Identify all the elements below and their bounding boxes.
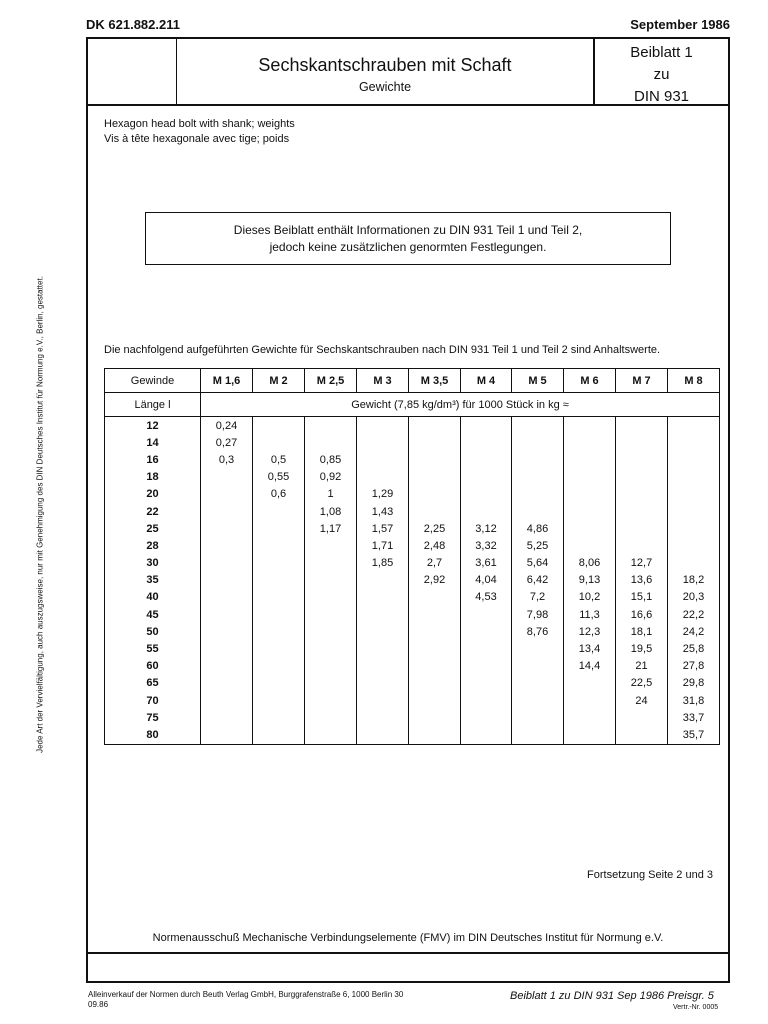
weight-cell xyxy=(357,726,409,744)
weight-cell xyxy=(461,503,512,520)
weight-cell: 1,85 xyxy=(357,555,409,572)
weight-cell xyxy=(616,726,668,744)
weight-cell: 16,6 xyxy=(616,606,668,623)
weight-cell: 9,13 xyxy=(564,572,616,589)
dk-number: DK 621.882.211 xyxy=(86,17,180,32)
weight-cell xyxy=(512,417,564,435)
document-reference: Beiblatt 1 zu DIN 931 Sep 1986 Preisgr. 5 xyxy=(510,990,714,1002)
weight-cell xyxy=(616,434,668,451)
weight-cell xyxy=(253,503,305,520)
length-cell: 20 xyxy=(105,486,201,503)
publication-date: September 1986 xyxy=(630,17,730,32)
weight-cell xyxy=(305,589,357,606)
weight-cell xyxy=(305,640,357,657)
table-row xyxy=(105,658,720,675)
weight-cell xyxy=(253,589,305,606)
weight-cell: 31,8 xyxy=(668,692,720,709)
length-cell: 25 xyxy=(105,520,201,537)
weight-cell xyxy=(512,486,564,503)
weight-cell xyxy=(512,709,564,726)
weight-cell: 1,71 xyxy=(357,537,409,554)
weight-cell xyxy=(305,623,357,640)
weight-cell: 21 xyxy=(616,658,668,675)
table-row xyxy=(105,640,720,657)
thread-header-row xyxy=(105,369,720,393)
weight-cell xyxy=(409,606,461,623)
weight-cell xyxy=(512,503,564,520)
weight-cell: 29,8 xyxy=(668,675,720,692)
length-cell: 75 xyxy=(105,709,201,726)
thread-header: M 2 xyxy=(253,369,305,393)
length-cell: 65 xyxy=(105,675,201,692)
weight-cell xyxy=(512,658,564,675)
weight-cell: 10,2 xyxy=(564,589,616,606)
weight-cell: 4,53 xyxy=(461,589,512,606)
table-row xyxy=(105,451,720,468)
weight-cell xyxy=(305,537,357,554)
weight-cell xyxy=(253,640,305,657)
document-subtitle: Gewichte xyxy=(358,80,412,94)
weight-cell: 0,5 xyxy=(253,451,305,468)
weight-cell xyxy=(616,469,668,486)
weight-cell xyxy=(461,486,512,503)
weight-cell xyxy=(409,469,461,486)
thread-header: M 3,5 xyxy=(409,369,461,393)
table-row xyxy=(105,503,720,520)
weight-cell xyxy=(512,675,564,692)
length-cell: 35 xyxy=(105,572,201,589)
table-row xyxy=(105,606,720,623)
weight-cell: 35,7 xyxy=(668,726,720,744)
thread-header: M 8 xyxy=(668,369,720,393)
weight-cell xyxy=(253,606,305,623)
weight-cell: 14,4 xyxy=(564,658,616,675)
weight-cell xyxy=(512,451,564,468)
weight-cell xyxy=(461,726,512,744)
weight-cell xyxy=(253,658,305,675)
weight-cell: 13,6 xyxy=(616,572,668,589)
publisher-note xyxy=(88,990,403,1010)
weight-cell xyxy=(357,417,409,435)
thread-header: M 6 xyxy=(564,369,616,393)
weight-cell xyxy=(461,623,512,640)
length-cell: 40 xyxy=(105,589,201,606)
weight-cell: 8,76 xyxy=(512,623,564,640)
weight-cell xyxy=(512,640,564,657)
intro-text: Die nachfolgend aufgeführten Gewichte für Sechskantschrauben nach DIN 931 Teil 1 und Teil 2 sind Anhaltswerte. xyxy=(104,344,661,356)
weight-cell xyxy=(409,486,461,503)
weight-cell: 2,92 xyxy=(409,572,461,589)
weight-cell xyxy=(253,726,305,744)
unit-header-row xyxy=(105,393,720,417)
weight-cell xyxy=(201,658,253,675)
weight-cell: 0,55 xyxy=(253,469,305,486)
weight-cell xyxy=(357,589,409,606)
weight-unit-header: Gewicht (7,85 kg/dm³) für 1000 Stück in kg ≈ xyxy=(201,393,720,417)
weight-cell xyxy=(357,675,409,692)
length-cell: 22 xyxy=(105,503,201,520)
weight-cell xyxy=(201,520,253,537)
weight-cell: 0,92 xyxy=(305,469,357,486)
weight-cell xyxy=(201,469,253,486)
weight-cell xyxy=(461,692,512,709)
weight-cell xyxy=(409,503,461,520)
weight-cell xyxy=(461,709,512,726)
sales-line: Alleinverkauf der Normen durch Beuth Verlag GmbH, Burggrafenstraße 6, 1000 Berlin 30 xyxy=(88,990,404,999)
weight-cell xyxy=(357,640,409,657)
length-cell: 28 xyxy=(105,537,201,554)
weight-cell: 2,7 xyxy=(409,555,461,572)
weight-cell xyxy=(201,640,253,657)
weight-cell xyxy=(357,469,409,486)
weight-cell xyxy=(564,469,616,486)
gewinde-header: Gewinde xyxy=(105,369,201,393)
table-row xyxy=(105,675,720,692)
weight-cell xyxy=(253,537,305,554)
weight-cell xyxy=(616,417,668,435)
weight-cell xyxy=(253,692,305,709)
table-row xyxy=(105,623,720,640)
table-row xyxy=(105,520,720,537)
thread-header: M 5 xyxy=(512,369,564,393)
notice-line-1: Dieses Beiblatt enthält Informationen zu DIN 931 Teil 1 und Teil 2, xyxy=(233,223,583,237)
weight-cell xyxy=(564,709,616,726)
weight-cell xyxy=(201,709,253,726)
weight-cell xyxy=(461,469,512,486)
weight-cell: 0,27 xyxy=(201,434,253,451)
weight-cell xyxy=(201,486,253,503)
weight-cell xyxy=(357,434,409,451)
weight-cell xyxy=(564,417,616,435)
length-cell: 80 xyxy=(105,726,201,744)
weight-cell xyxy=(461,675,512,692)
committee-line: Normenausschuß Mechanische Verbindungselemente (FMV) im DIN Deutsches Institut für Normung e.V. xyxy=(152,932,664,944)
weight-cell: 1,43 xyxy=(357,503,409,520)
weight-cell xyxy=(201,537,253,554)
weight-cell xyxy=(357,658,409,675)
length-cell: 14 xyxy=(105,434,201,451)
weight-cell xyxy=(409,623,461,640)
beiblatt-line-3: DIN 931 xyxy=(633,88,690,105)
weight-cell xyxy=(253,675,305,692)
weight-cell: 6,42 xyxy=(512,572,564,589)
weight-cell xyxy=(564,675,616,692)
document-title: Sechskantschrauben mit Schaft xyxy=(258,55,512,75)
weight-cell xyxy=(253,555,305,572)
weight-cell xyxy=(305,417,357,435)
notice-box xyxy=(145,212,671,265)
weight-cell: 8,06 xyxy=(564,555,616,572)
length-cell: 50 xyxy=(105,623,201,640)
weight-cell xyxy=(357,623,409,640)
length-cell: 70 xyxy=(105,692,201,709)
weight-cell xyxy=(461,606,512,623)
notice-line-2: jedoch keine zusätzlichen genormten Festlegungen. xyxy=(269,240,547,254)
footer-divider xyxy=(88,952,728,954)
weight-cell xyxy=(564,692,616,709)
weight-cell xyxy=(461,434,512,451)
weight-cell: 12,3 xyxy=(564,623,616,640)
weight-cell: 5,25 xyxy=(512,537,564,554)
weight-cell xyxy=(253,434,305,451)
length-cell: 55 xyxy=(105,640,201,657)
weight-cell: 1 xyxy=(305,486,357,503)
weight-cell xyxy=(461,658,512,675)
weight-cell xyxy=(616,709,668,726)
weight-cell xyxy=(668,486,720,503)
weight-cell: 7,2 xyxy=(512,589,564,606)
weight-cell xyxy=(409,658,461,675)
weight-cell xyxy=(201,726,253,744)
weight-cell: 1,29 xyxy=(357,486,409,503)
thread-header: M 2,5 xyxy=(305,369,357,393)
weight-cell xyxy=(253,709,305,726)
weight-cell xyxy=(253,417,305,435)
weight-cell xyxy=(409,451,461,468)
table-row xyxy=(105,434,720,451)
weight-cell: 0,3 xyxy=(201,451,253,468)
weight-cell xyxy=(253,572,305,589)
weight-cell xyxy=(616,537,668,554)
weight-cell xyxy=(409,640,461,657)
weight-cell xyxy=(357,692,409,709)
weights-table xyxy=(104,368,720,745)
weight-cell: 5,64 xyxy=(512,555,564,572)
weight-cell xyxy=(512,434,564,451)
weight-cell: 15,1 xyxy=(616,589,668,606)
weight-cell: 2,25 xyxy=(409,520,461,537)
weight-cell xyxy=(253,520,305,537)
table-row xyxy=(105,537,720,554)
weight-cell xyxy=(616,486,668,503)
weight-cell: 25,8 xyxy=(668,640,720,657)
weight-cell xyxy=(461,451,512,468)
weight-cell: 3,61 xyxy=(461,555,512,572)
weight-cell xyxy=(668,434,720,451)
weight-cell xyxy=(616,503,668,520)
weight-cell: 24,2 xyxy=(668,623,720,640)
weight-cell xyxy=(564,503,616,520)
table-row xyxy=(105,709,720,726)
weight-cell: 12,7 xyxy=(616,555,668,572)
header-left-box xyxy=(88,39,177,105)
thread-header: M 7 xyxy=(616,369,668,393)
weight-cell xyxy=(564,486,616,503)
weight-cell xyxy=(305,658,357,675)
weight-cell xyxy=(201,589,253,606)
table-row xyxy=(105,726,720,744)
weight-cell xyxy=(668,555,720,572)
weight-cell: 22,2 xyxy=(668,606,720,623)
continuation-note: Fortsetzung Seite 2 und 3 xyxy=(587,869,713,881)
edition-code: 09.86 xyxy=(88,1000,109,1009)
weight-cell: 1,17 xyxy=(305,520,357,537)
length-cell: 12 xyxy=(105,417,201,435)
weight-cell xyxy=(564,726,616,744)
weight-cell xyxy=(616,451,668,468)
weight-cell: 19,5 xyxy=(616,640,668,657)
weight-cell xyxy=(668,520,720,537)
weight-cell: 11,3 xyxy=(564,606,616,623)
thread-header: M 1,6 xyxy=(201,369,253,393)
length-cell: 30 xyxy=(105,555,201,572)
length-cell: 60 xyxy=(105,658,201,675)
weight-cell xyxy=(409,709,461,726)
weight-cell: 24 xyxy=(616,692,668,709)
weight-cell: 3,32 xyxy=(461,537,512,554)
english-title: Hexagon head bolt with shank; weights xyxy=(104,118,295,130)
weight-cell xyxy=(564,537,616,554)
weight-cell: 1,08 xyxy=(305,503,357,520)
table-row xyxy=(105,417,720,435)
table-row xyxy=(105,469,720,486)
table-row xyxy=(105,589,720,606)
weight-cell xyxy=(409,675,461,692)
thread-header: M 3 xyxy=(357,369,409,393)
weight-cell: 4,04 xyxy=(461,572,512,589)
beiblatt-line-1: Beiblatt 1 xyxy=(630,44,693,61)
weight-cell xyxy=(253,623,305,640)
weight-cell xyxy=(305,606,357,623)
weight-cell: 13,4 xyxy=(564,640,616,657)
laenge-header: Länge l xyxy=(105,393,201,417)
weight-cell xyxy=(409,417,461,435)
weight-cell: 20,3 xyxy=(668,589,720,606)
header-divider xyxy=(88,104,728,106)
weight-cell xyxy=(305,726,357,744)
weight-cell xyxy=(409,589,461,606)
header-title-box xyxy=(177,39,595,105)
weight-cell xyxy=(512,692,564,709)
weight-cell xyxy=(305,675,357,692)
weight-cell: 1,57 xyxy=(357,520,409,537)
length-cell: 18 xyxy=(105,469,201,486)
weight-cell: 0,85 xyxy=(305,451,357,468)
weight-cell xyxy=(512,726,564,744)
length-cell: 45 xyxy=(105,606,201,623)
weight-cell xyxy=(616,520,668,537)
weight-cell: 2,48 xyxy=(409,537,461,554)
weight-cell xyxy=(201,572,253,589)
weight-cell xyxy=(409,726,461,744)
french-title: Vis à tête hexagonale avec tige; poids xyxy=(104,133,290,145)
weight-cell xyxy=(668,469,720,486)
weight-cell xyxy=(357,606,409,623)
beiblatt-line-2: zu xyxy=(653,66,670,83)
weight-cell xyxy=(668,417,720,435)
weight-cell xyxy=(357,709,409,726)
weight-cell: 3,12 xyxy=(461,520,512,537)
weight-cell xyxy=(668,451,720,468)
weight-cell xyxy=(201,606,253,623)
weight-cell xyxy=(305,709,357,726)
weight-cell: 0,24 xyxy=(201,417,253,435)
weight-cell xyxy=(305,434,357,451)
thread-header: M 4 xyxy=(461,369,512,393)
header-beiblatt-box xyxy=(595,39,728,105)
length-cell: 16 xyxy=(105,451,201,468)
table-row xyxy=(105,555,720,572)
weight-cell: 7,98 xyxy=(512,606,564,623)
weight-cell xyxy=(564,434,616,451)
weight-cell: 18,2 xyxy=(668,572,720,589)
weight-cell xyxy=(409,692,461,709)
weight-cell xyxy=(201,503,253,520)
weight-cell xyxy=(305,555,357,572)
weight-cell: 33,7 xyxy=(668,709,720,726)
weight-cell xyxy=(305,572,357,589)
weight-cell: 18,1 xyxy=(616,623,668,640)
weight-cell xyxy=(201,623,253,640)
weight-cell: 4,86 xyxy=(512,520,564,537)
weight-cell xyxy=(357,572,409,589)
weight-cell xyxy=(564,520,616,537)
weight-cell: 27,8 xyxy=(668,658,720,675)
weight-cell xyxy=(512,469,564,486)
copyright-side-note: Jede Art der Vervielfältigung, auch auszugsweise, nur mit Genehmigung des DIN Deutsches Institut für Normung e.V., Berlin, gestattet. xyxy=(35,276,45,753)
weight-cell xyxy=(201,675,253,692)
weight-cell: 22,5 xyxy=(616,675,668,692)
weight-cell: 0,6 xyxy=(253,486,305,503)
weight-cell xyxy=(409,434,461,451)
weight-cell xyxy=(357,451,409,468)
table-row xyxy=(105,692,720,709)
weight-cell xyxy=(564,451,616,468)
weight-cell xyxy=(201,692,253,709)
table-row xyxy=(105,486,720,503)
weight-cell xyxy=(201,555,253,572)
table-row xyxy=(105,572,720,589)
weight-cell xyxy=(305,692,357,709)
weight-cell xyxy=(668,537,720,554)
weight-cell xyxy=(461,417,512,435)
weight-cell xyxy=(668,503,720,520)
vertrieb-number: Vertr.-Nr. 0005 xyxy=(673,1004,719,1011)
weight-cell xyxy=(461,640,512,657)
